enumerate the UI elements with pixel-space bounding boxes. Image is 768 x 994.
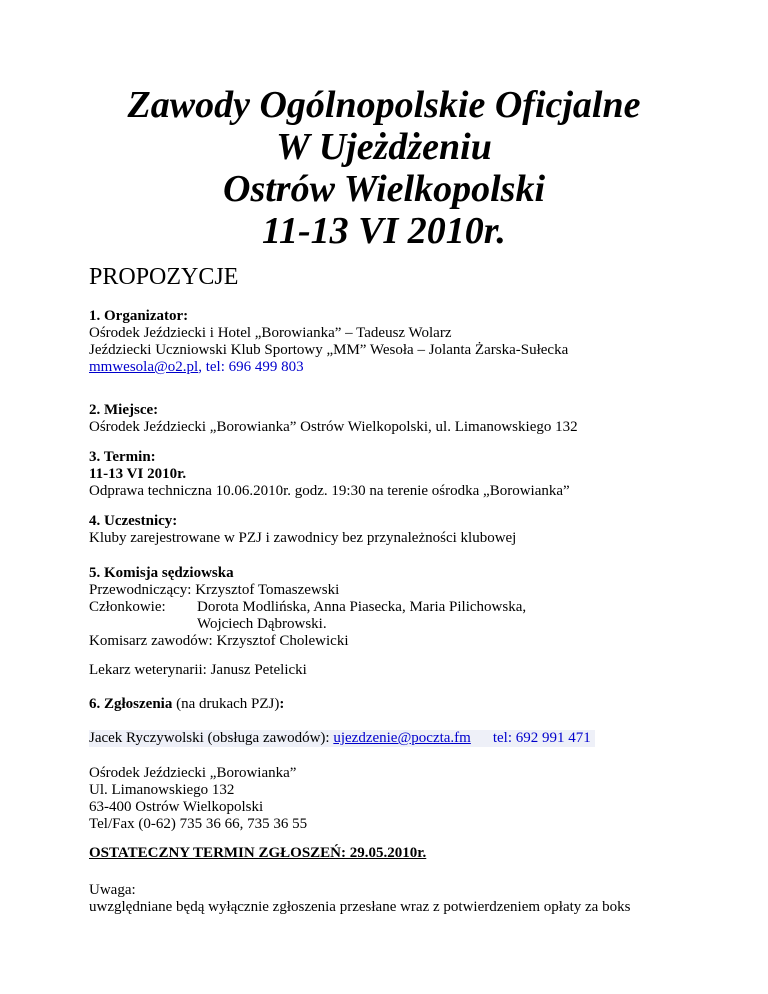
entries-contact-tel: tel: 692 991 471 [492,730,591,746]
section-note [89,882,630,916]
judges-members-line-2: Wojciech Dąbrowski. [197,616,327,632]
judges-members-row-2 [89,616,526,633]
entries-header-normal: (na drukach PZJ) [172,696,280,712]
term-header: 3. Termin: [89,449,156,465]
title-line-1: Zawody Ogólnopolskie Oficjalne [127,84,641,126]
section-heading: PROPOZYCJE [89,264,239,290]
judges-header: 5. Komisja sędziowska [89,565,234,581]
section-organizer [89,308,568,376]
deadline-line [89,845,426,862]
judges-chair: Przewodniczący: Krzysztof Tomaszewski [89,582,340,598]
organizer-line-1: Ośrodek Jeździecki i Hotel „Borowianka” – Tadeusz Wolarz [89,325,452,341]
section-term [89,449,570,500]
section-judges [89,565,526,650]
participants-header: 4. Uczestnicy: [89,513,178,529]
entries-address [89,765,307,833]
entries-header-colon: : [279,696,285,712]
entries-header-bold: 6. Zgłoszenia [89,696,173,712]
address-line-2: Ul. Limanowskiego 132 [89,782,235,798]
judges-members-label: Członkowie: [89,599,166,615]
address-line-3: 63-400 Ostrów Wielkopolski [89,799,264,815]
organizer-tel: , tel: 696 499 803 [198,359,304,375]
organizer-line-2: Jeździecki Uczniowski Klub Sportowy „MM” Wesoła – Jolanta Żarska-Sułecka [89,342,569,358]
entries-contact-highlight [89,730,595,747]
title-line-4: 11-13 VI 2010r. [262,210,506,252]
entries-contact-name: Jacek Ryczywolski (obsługa zawodów): [89,730,334,746]
address-line-4: Tel/Fax (0-62) 735 36 66, 735 36 55 [89,816,308,832]
place-line-1: Ośrodek Jeździecki „Borowianka” Ostrów Wielkopolski, ul. Limanowskiego 132 [89,419,578,435]
title-line-2: W Ujeżdżeniu [276,126,492,168]
document-title [0,84,768,252]
participants-line-1: Kluby zarejestrowane w PZJ i zawodnicy bez przynależności klubowej [89,530,517,546]
organizer-header: 1. Organizator: [89,308,189,324]
term-line-1: Odprawa techniczna 10.06.2010r. godz. 19:30 na terenie ośrodka „Borowianka” [89,483,570,499]
deadline-text: OSTATECZNY TERMIN ZGŁOSZEŃ: 29.05.2010r. [89,845,427,861]
entries-contact-email-link[interactable]: ujezdzenie@poczta.fm [333,730,471,746]
entries-header [89,696,284,713]
section-participants [89,513,516,547]
note-label: Uwaga: [89,882,136,898]
term-dates: 11-13 VI 2010r. [89,466,187,482]
organizer-contact [89,359,568,376]
judges-commissioner: Komisarz zawodów: Krzysztof Cholewicki [89,633,349,649]
judges-members-row [89,599,526,616]
section-place [89,402,578,436]
note-text: uwzględniane będą wyłącznie zgłoszenia przesłane wraz z potwierdzeniem opłaty za boks [89,899,631,915]
place-header: 2. Miejsce: [89,402,159,418]
vet-line: Lekarz weterynarii: Janusz Petelicki [89,662,307,678]
judges-members-line-1: Dorota Modlińska, Anna Piasecka, Maria Pilichowska, [197,599,527,615]
title-line-3: Ostrów Wielkopolski [223,168,545,210]
entries-contact [89,730,595,747]
address-line-1: Ośrodek Jeździecki „Borowianka” [89,765,297,781]
organizer-email-link[interactable]: mmwesola@o2.pl [89,359,199,375]
